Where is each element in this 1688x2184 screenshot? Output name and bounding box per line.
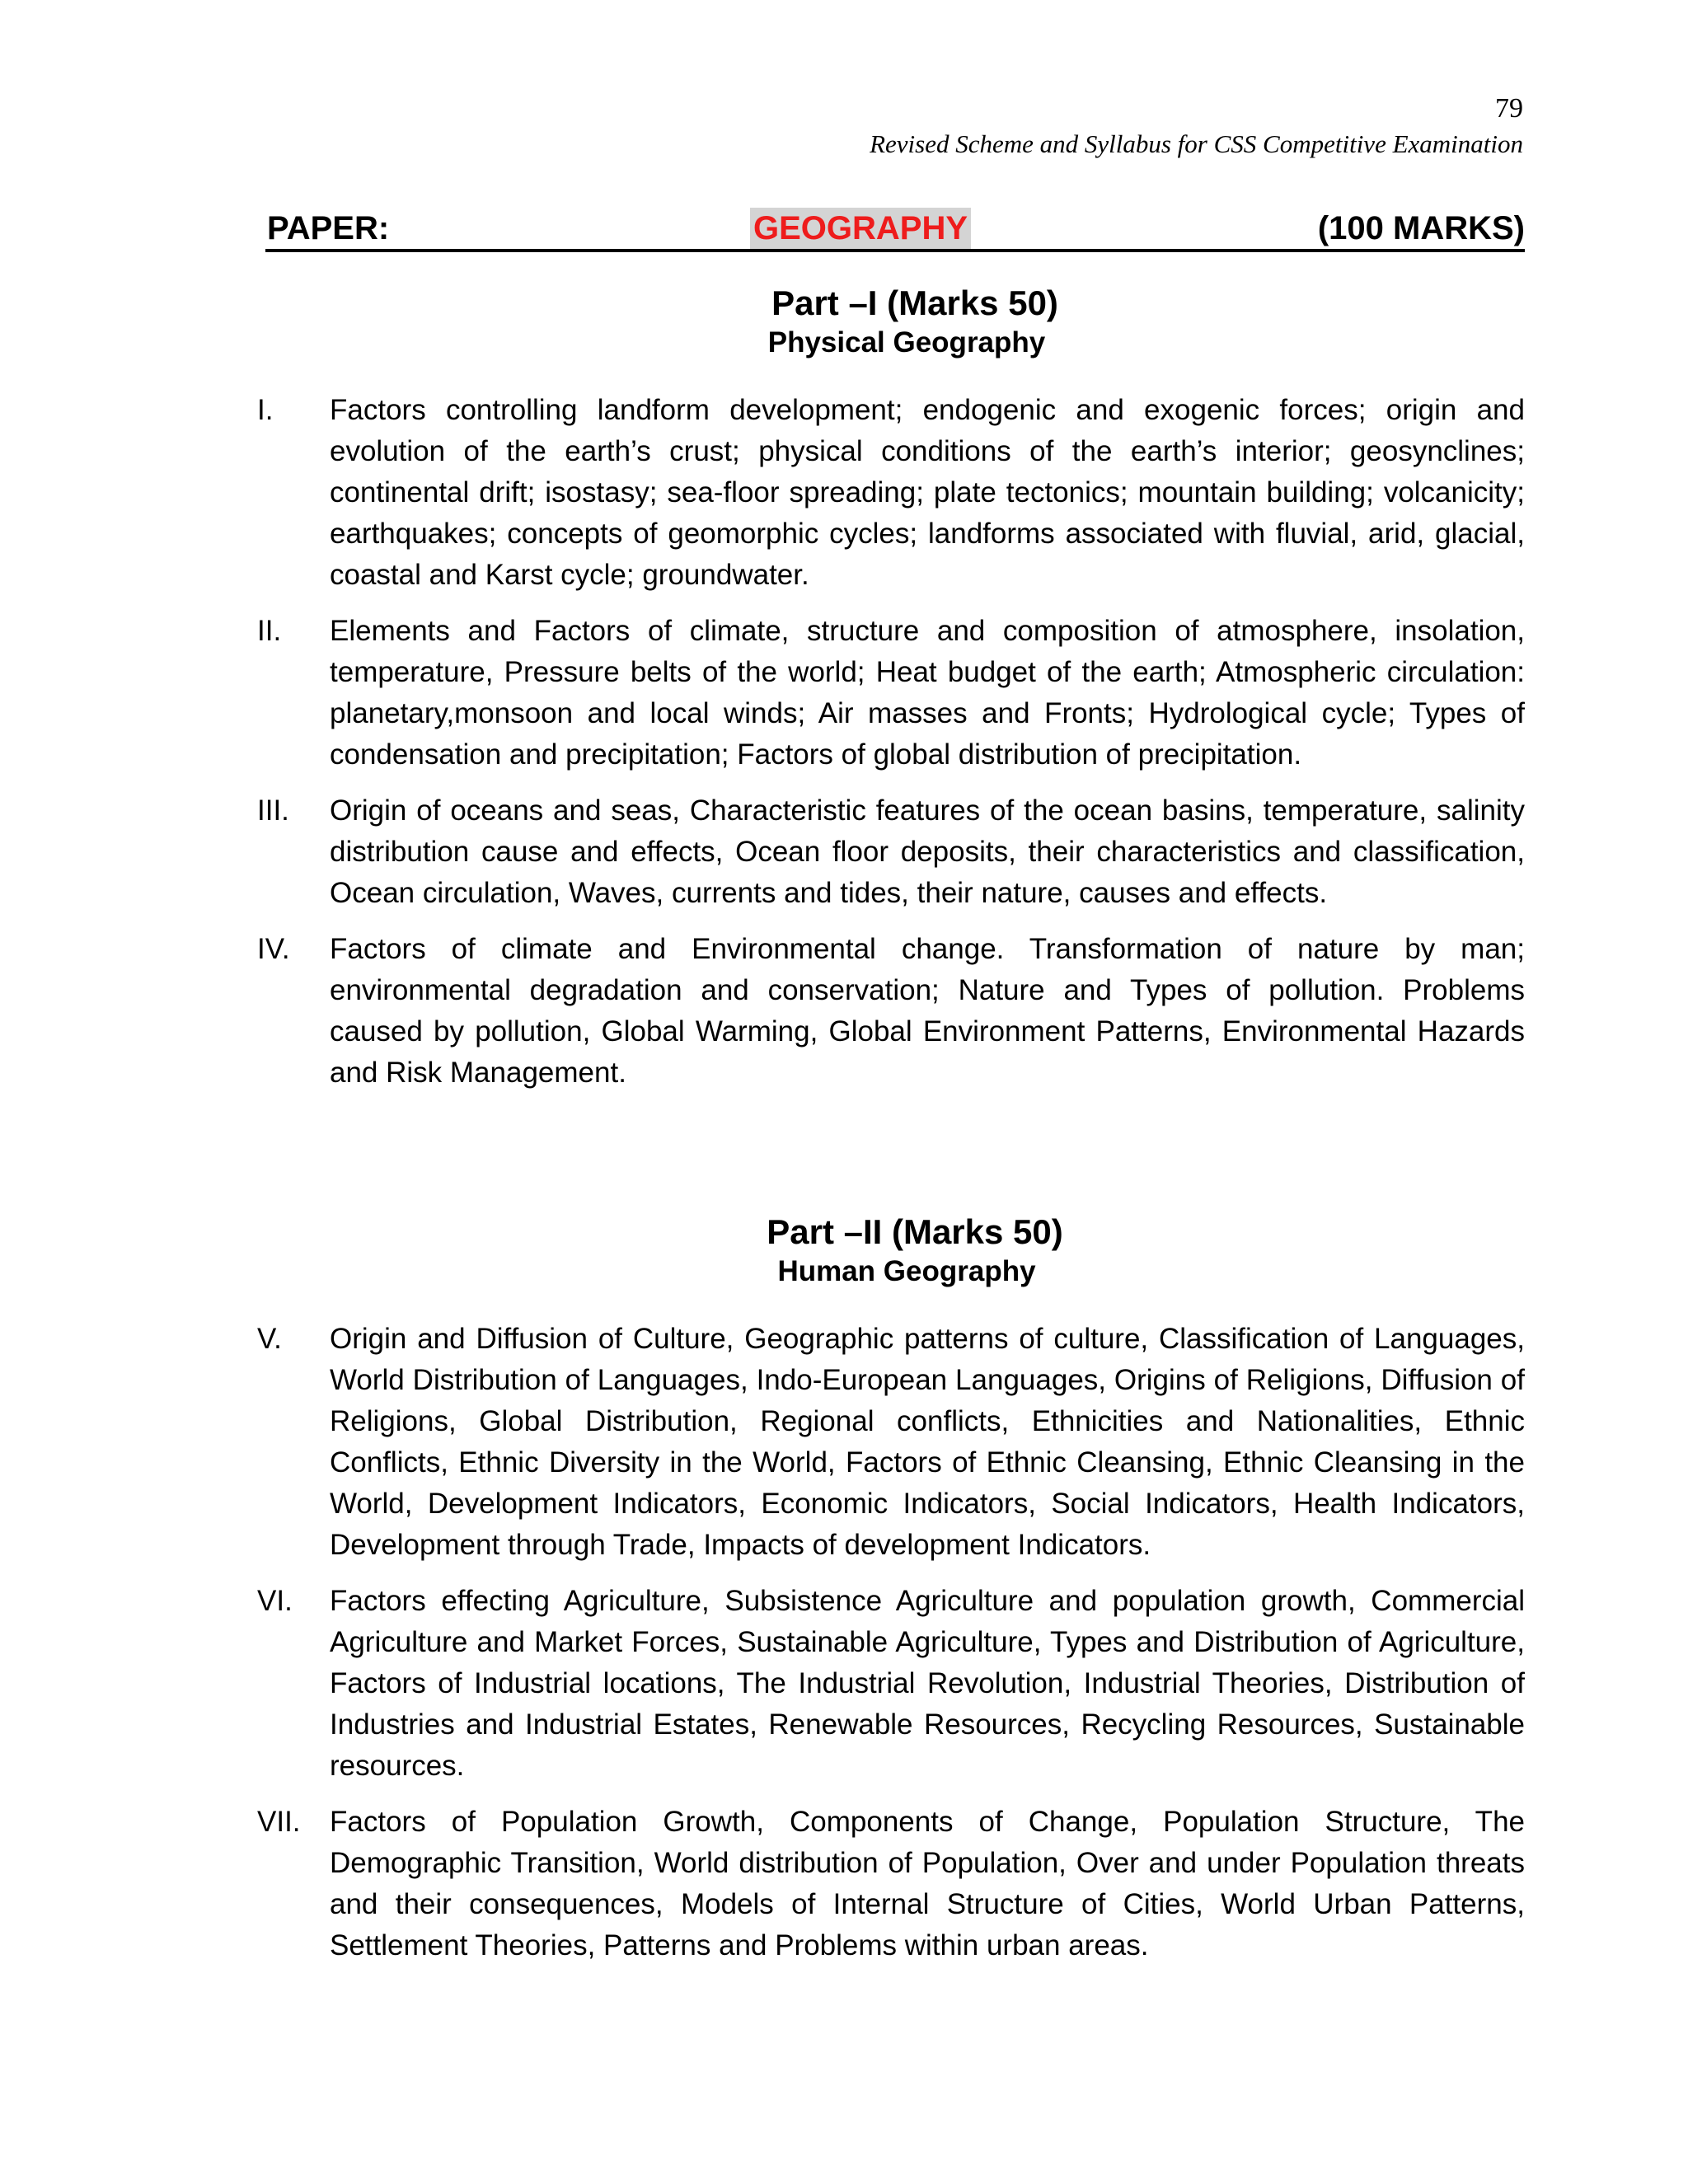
topic-item	[257, 1319, 1525, 1566]
topic-text: Origin of oceans and seas, Characteristic features of the ocean basins, temperature, salinity distribution cause and effects, Ocean floor deposits, their characteristics and classification, Ocean circulation, Waves, currents and tides, their nature, causes and effects.	[330, 794, 1525, 909]
topic-item	[257, 611, 1525, 776]
part-1-heading: Part –I (Marks 50)	[771, 284, 1058, 322]
paper-label: PAPER:	[267, 210, 390, 246]
topic-text: Factors of Population Growth, Components of Change, Population Structure, The Demographic Transition, World distribution of Population, Over and under Population threats and their consequences, Models of Internal Structure of Cities, World Urban Patterns, Settlement Theories, Patterns and Problems within urban areas.	[330, 1806, 1525, 1961]
topic-number: VI.	[257, 1585, 293, 1617]
part-2-heading: Part –II (Marks 50)	[767, 1212, 1063, 1251]
topic-item	[257, 390, 1525, 596]
page-number: 79	[1495, 93, 1523, 124]
topic-item	[257, 1802, 1525, 1966]
topic-item	[257, 929, 1525, 1094]
topic-text: Factors of climate and Environmental change. Transformation of nature by man; environmental degradation and conservation; Nature and Types of pollution. Problems caused by pollution, Global Warming, Global Environment Patterns, Environmental Hazards and Risk Management.	[330, 933, 1525, 1089]
topic-number: V.	[257, 1323, 282, 1355]
part-2-subheading: Human Geography	[777, 1255, 1036, 1287]
topic-number: III.	[257, 794, 289, 827]
topic-text: Elements and Factors of climate, structure and composition of atmosphere, insolation, temperature, Pressure belts of the world; Heat budget of the earth; Atmospheric circulation: planetary,monsoon and local winds; Air masses and Fronts; Hydrological cycle; Types of condensation and precipitation; Factors of global distribution of precipitation.	[330, 615, 1525, 771]
topic-number: II.	[257, 615, 282, 647]
paper-marks: (100 MARKS)	[1317, 210, 1525, 246]
part-1-topic-list	[257, 390, 1525, 1108]
topic-text: Factors controlling landform development; endogenic and exogenic forces; origin and evolution of the earth’s crust; physical conditions of the earth’s interior; geosynclines; continental drift; isostasy; sea-floor spreading; plate tectonics; mountain building; volcanicity; earthquakes; concepts of geomorphic cycles; landforms associated with fluvial, arid, glacial, coastal and Karst cycle; groundwater.	[330, 394, 1525, 591]
paper-title-line	[265, 208, 1525, 252]
topic-number: I.	[257, 394, 274, 426]
topic-text: Origin and Diffusion of Culture, Geographic patterns of culture, Classification of Languages, World Distribution of Languages, Indo-European Languages, Origins of Religions, Diffusion of Religions, Global Distribution, Regional conflicts, Ethnicities and Nationalities, Ethnic Conflicts, Ethnic Diversity in the World, Factors of Ethnic Cleansing, Ethnic Cleansing in the World, Development Indicators, Economic Indicators, Social Indicators, Health Indicators, Development through Trade, Impacts of development Indicators.	[330, 1323, 1525, 1561]
paper-subject: GEOGRAPHY	[750, 208, 971, 249]
topic-item	[257, 1581, 1525, 1787]
part-1-subheading: Physical Geography	[767, 326, 1046, 359]
topic-item	[257, 790, 1525, 914]
topic-text: Factors effecting Agriculture, Subsistence Agriculture and population growth, Commercial Agriculture and Market Forces, Sustainable Agriculture, Types and Distribution of Agriculture, Factors of Industrial locations, The Industrial Revolution, Industrial Theories, Distribution of Industries and Industrial Estates, Renewable Resources, Recycling Resources, Sustainable resources.	[330, 1585, 1525, 1782]
topic-number: VII.	[257, 1806, 301, 1838]
running-header: Revised Scheme and Syllabus for CSS Competitive Examination	[870, 129, 1523, 158]
topic-number: IV.	[257, 933, 290, 965]
part-2-topic-list	[257, 1319, 1525, 1981]
